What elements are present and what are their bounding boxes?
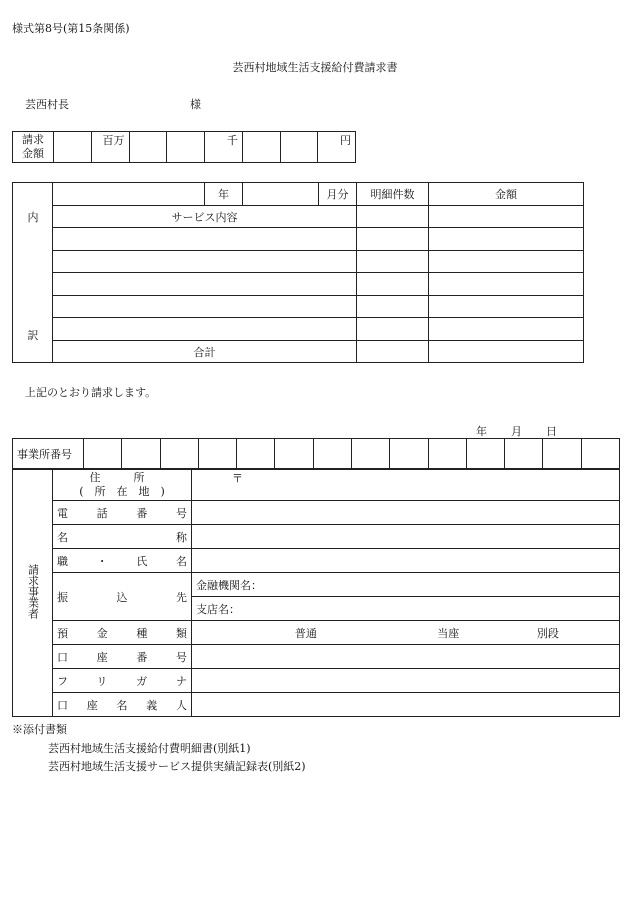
deposit-type-options[interactable] (192, 621, 620, 645)
amount-cell[interactable] (429, 296, 584, 318)
amount-digit[interactable] (242, 132, 280, 163)
amount-cell[interactable] (429, 251, 584, 273)
count-cell[interactable] (357, 251, 429, 273)
office-number-digit[interactable] (428, 439, 466, 469)
count-cell[interactable] (357, 318, 429, 341)
attachments-header: ※添付書類 (12, 723, 67, 736)
office-number-digit[interactable] (351, 439, 389, 469)
account-holder-input[interactable] (192, 693, 620, 717)
amount-digit-thousand[interactable]: 千 (205, 132, 243, 163)
service-cell[interactable] (53, 273, 357, 296)
office-number-digit[interactable] (390, 439, 428, 469)
declaration: 上記のとおり請求します。 (25, 386, 157, 399)
claimant-table (12, 469, 620, 717)
amount-digit[interactable] (280, 132, 318, 163)
date-year-label: 年 (476, 425, 487, 438)
page-title: 芸西村地域生活支援給付費請求書 (232, 61, 398, 74)
amount-cell[interactable] (429, 206, 584, 228)
office-number-digit[interactable] (466, 439, 504, 469)
service-cell[interactable] (53, 251, 357, 273)
total-label: 合計 (53, 341, 357, 363)
total-count[interactable] (357, 341, 429, 363)
deposit-type-ordinary[interactable]: 普通 (294, 626, 317, 640)
count-header: 明細件数 (357, 183, 429, 206)
amount-digit[interactable] (54, 132, 92, 163)
office-number-digit[interactable] (505, 439, 543, 469)
deposit-type-checking[interactable]: 当座 (437, 626, 460, 640)
recipient-label: 芸西村長 (25, 98, 69, 111)
phone-input[interactable] (192, 501, 620, 525)
date-month-label: 月 (511, 425, 522, 438)
claimant-label: 請求事業者 (13, 470, 53, 717)
name-input[interactable] (192, 525, 620, 549)
amount-cell[interactable] (429, 228, 584, 251)
service-header: サービス内容 (53, 206, 357, 228)
account-number-input[interactable] (192, 645, 620, 669)
amount-digit[interactable] (129, 132, 167, 163)
count-cell[interactable] (357, 206, 429, 228)
form-number: 様式第8号(第15条関係) (12, 22, 130, 35)
account-holder-label: 口座名義人 (53, 693, 192, 717)
breakdown-table (12, 182, 584, 363)
year-input[interactable] (53, 183, 205, 206)
branch-name-input[interactable]: 支店名： (192, 597, 620, 621)
count-cell[interactable] (357, 228, 429, 251)
office-number-digit[interactable] (275, 439, 313, 469)
year-label: 年 (205, 183, 243, 206)
attachment-item: 芸西村地域生活支援給付費明細書(別紙1) (48, 742, 251, 755)
furigana-label: フリガナ (53, 669, 192, 693)
count-cell[interactable] (357, 296, 429, 318)
account-number-label: 口座番号 (53, 645, 192, 669)
date-day-label: 日 (546, 425, 557, 438)
service-cell[interactable] (53, 296, 357, 318)
office-number-digit[interactable] (122, 439, 160, 469)
amount-cell[interactable] (429, 273, 584, 296)
service-cell[interactable] (53, 318, 357, 341)
attachment-item: 芸西村地域生活支援サービス提供実績記録表(別紙2) (48, 760, 306, 773)
office-number-digit[interactable] (313, 439, 351, 469)
count-cell[interactable] (357, 273, 429, 296)
furigana-input[interactable] (192, 669, 620, 693)
bank-name-input[interactable]: 金融機関名： (192, 573, 620, 597)
phone-label: 電話番号 (53, 501, 192, 525)
total-amount[interactable] (429, 341, 584, 363)
title-name-input[interactable] (192, 549, 620, 573)
breakdown-side-label: 内 訳 (13, 183, 53, 363)
amount-digit-million[interactable]: 百万 (91, 132, 129, 163)
amount-digit-yen[interactable]: 円 (318, 132, 356, 163)
office-number-digit[interactable] (84, 439, 122, 469)
title-name-label: 職・氏名 (53, 549, 192, 573)
office-number-digit[interactable] (543, 439, 581, 469)
deposit-type-special[interactable]: 別段 (536, 626, 559, 640)
name-label: 名称 (53, 525, 192, 549)
amount-header: 金額 (429, 183, 584, 206)
amount-cell[interactable] (429, 318, 584, 341)
office-number-table (12, 438, 620, 469)
deposit-type-label: 預金種類 (53, 621, 192, 645)
month-label: 月分 (319, 183, 357, 206)
office-number-digit[interactable] (237, 439, 275, 469)
office-number-digit[interactable] (581, 439, 619, 469)
recipient-honorific: 様 (190, 98, 201, 111)
office-number-digit[interactable] (198, 439, 236, 469)
month-input[interactable] (243, 183, 319, 206)
amount-table (12, 131, 356, 163)
transfer-label: 振込先 (53, 573, 192, 621)
address-input[interactable]: 〒 (192, 470, 620, 501)
office-number-digit[interactable] (160, 439, 198, 469)
amount-digit[interactable] (167, 132, 205, 163)
service-cell[interactable] (53, 228, 357, 251)
address-label: 住 所 ( 所 在 地 ) (53, 470, 192, 501)
office-number-label: 事業所番号 (13, 439, 84, 469)
amount-label: 請求 金額 (13, 132, 54, 163)
